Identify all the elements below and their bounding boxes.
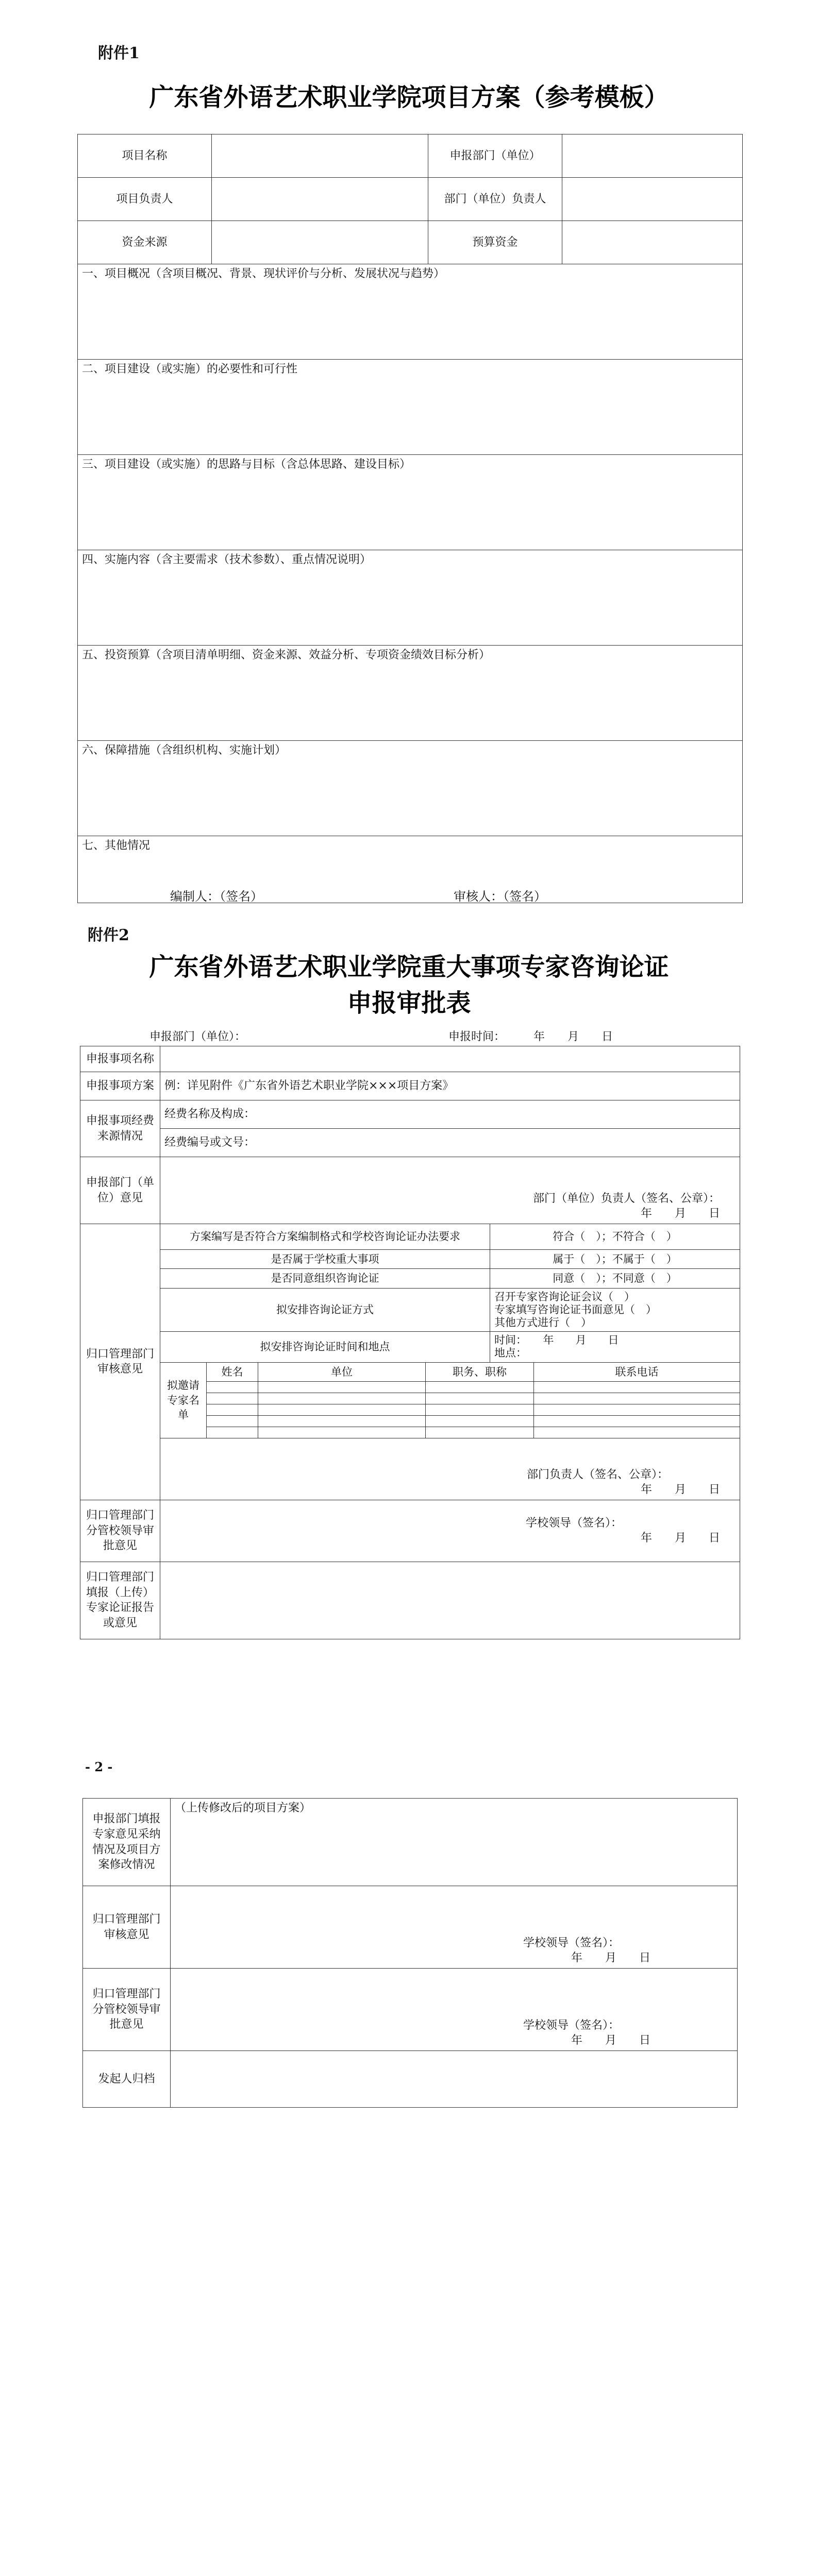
approval-table	[80, 1046, 740, 1639]
fund-number-field[interactable]: 经费编号或文号：	[160, 1129, 740, 1157]
expert-cell[interactable]	[258, 1381, 426, 1393]
audit-label: 归口管理部门审核意见	[80, 1224, 160, 1500]
q-format: 方案编写是否符合方案编制格式和学校咨询论证办法要求	[160, 1224, 490, 1250]
expert-cell[interactable]	[534, 1427, 740, 1438]
q-time-place: 拟安排咨询论证时间和地点	[160, 1332, 490, 1362]
expert-cell[interactable]	[207, 1415, 258, 1427]
q-method: 拟安排咨询论证方式	[160, 1288, 490, 1332]
leader-approval-field[interactable]	[160, 1500, 740, 1562]
expert-cell[interactable]	[534, 1393, 740, 1404]
leader-approval-label: 归口管理部门分管校领导审批意见	[83, 1969, 171, 2051]
q-time-place-answer[interactable]: 时间： 年 月 日 地点：	[490, 1332, 740, 1362]
leader-approval-label: 归口管理部门分管校领导审批意见	[80, 1500, 160, 1562]
q-method-answer[interactable]: 召开专家咨询论证会议（ ） 专家填写咨询论证书面意见（ ） 其他方式进行（ ）	[490, 1288, 740, 1332]
audit-field[interactable]	[171, 1886, 738, 1969]
section-content[interactable]: 四、实施内容（含主要需求（技术参数）、重点情况说明）	[78, 550, 743, 646]
expert-cell[interactable]	[534, 1381, 740, 1393]
expert-col-unit: 单位	[258, 1362, 426, 1381]
section-budget[interactable]: 五、投资预算（含项目清单明细、资金来源、效益分析、专项资金绩效目标分析）	[78, 646, 743, 741]
project-form-table	[77, 134, 743, 903]
q-agree: 是否同意组织咨询论证	[160, 1269, 490, 1288]
fund-source-label: 申报事项经费来源情况	[80, 1100, 160, 1157]
archive-field[interactable]	[171, 2051, 738, 2108]
leader-label: 项目负责人	[78, 178, 212, 221]
expert-cell[interactable]	[207, 1427, 258, 1438]
section-overview[interactable]: 一、项目概况（含项目概况、背景、现状评价与分析、发展状况与趋势）	[78, 264, 743, 360]
page-1	[0, 0, 818, 938]
leader-date-line: 年 月 日	[571, 2034, 650, 2047]
page-title-line2: 申报审批表	[347, 989, 471, 1018]
page-title-line1: 广东省外语艺术职业学院重大事项专家咨询论证	[149, 953, 669, 981]
expert-cell[interactable]	[207, 1393, 258, 1404]
header-dept: 申报部门（单位）：	[149, 1030, 246, 1043]
expert-cell[interactable]	[426, 1381, 534, 1393]
page-title: 广东省外语艺术职业学院项目方案（参考模板）	[149, 83, 669, 112]
expert-cell[interactable]	[534, 1404, 740, 1415]
q-agree-answer[interactable]: 同意（ ）；不同意（ ）	[490, 1269, 740, 1288]
expert-cell[interactable]	[426, 1404, 534, 1415]
project-name-field[interactable]	[212, 134, 428, 178]
adoption-field[interactable]: （上传修改后的项目方案）	[171, 1799, 738, 1886]
item-name-field[interactable]	[160, 1046, 740, 1072]
expert-cell[interactable]	[426, 1415, 534, 1427]
item-name-label: 申报事项名称	[80, 1046, 160, 1072]
continuation-table	[82, 1798, 738, 2108]
audit-signature-line: 部门负责人（签名、公章）：	[527, 1468, 669, 1481]
attachment-label: 附件2	[88, 926, 129, 944]
section-safeguards[interactable]: 六、保障措施（含组织机构、实施计划）	[78, 741, 743, 836]
dept-label: 申报部门（单位）	[428, 134, 562, 178]
dept-leader-label: 部门（单位）负责人	[428, 178, 562, 221]
q-format-answer[interactable]: 符合（ ）；不符合（ ）	[490, 1224, 740, 1250]
expert-cell[interactable]	[207, 1381, 258, 1393]
project-name-label: 项目名称	[78, 134, 212, 178]
dept-signature-line: 部门（单位）负责人（签名、公章）：	[533, 1192, 721, 1205]
q-major-answer[interactable]: 属于（ ）；不属于（ ）	[490, 1250, 740, 1269]
dept-opinion-field[interactable]	[160, 1157, 740, 1224]
fund-source-field[interactable]	[212, 221, 428, 264]
expert-cell[interactable]	[258, 1393, 426, 1404]
adoption-label: 申报部门填报专家意见采纳情况及项目方案修改情况	[83, 1799, 171, 1886]
section-approach[interactable]: 三、项目建设（或实施）的思路与目标（含总体思路、建设目标）	[78, 455, 743, 550]
expert-col-title: 职务、职称	[426, 1362, 534, 1381]
dept-leader-field[interactable]	[562, 178, 743, 221]
page-number: - 2 -	[85, 1759, 113, 1774]
attachment-label: 附件1	[98, 44, 140, 62]
audit-label: 归口管理部门审核意见	[83, 1886, 171, 1969]
report-upload-label: 归口管理部门填报（上传）专家论证报告或意见	[80, 1562, 160, 1639]
section-necessity[interactable]: 二、项目建设（或实施）的必要性和可行性	[78, 360, 743, 455]
fund-source-label: 资金来源	[78, 221, 212, 264]
audit-sign-field[interactable]	[160, 1438, 740, 1500]
fund-name-field[interactable]: 经费名称及构成：	[160, 1100, 740, 1129]
expert-cell[interactable]	[534, 1415, 740, 1427]
report-upload-field[interactable]	[160, 1562, 740, 1639]
page-3	[0, 1798, 818, 2576]
q-major: 是否属于学校重大事项	[160, 1250, 490, 1269]
expert-cell[interactable]	[207, 1404, 258, 1415]
header-time: 申报时间： 年 月 日	[448, 1030, 613, 1043]
section-other[interactable]: 七、其他情况	[78, 836, 743, 903]
school-date-line: 年 月 日	[640, 1532, 721, 1545]
leader-field[interactable]	[212, 178, 428, 221]
expert-cell[interactable]	[258, 1404, 426, 1415]
expert-cell[interactable]	[426, 1393, 534, 1404]
item-plan-field[interactable]: 例：详见附件《广东省外语艺术职业学院×××项目方案》	[160, 1072, 740, 1100]
experts-label: 拟邀请专家名单	[160, 1362, 207, 1438]
school-signature-line: 学校领导（签名）：	[526, 1516, 623, 1530]
archive-label: 发起人归档	[83, 2051, 171, 2108]
dept-opinion-label: 申报部门（单位）意见	[80, 1157, 160, 1224]
budget-label: 预算资金	[428, 221, 562, 264]
audit-date-line: 年 月 日	[640, 1483, 721, 1497]
leader-approval-field[interactable]	[171, 1969, 738, 2051]
compiler-signature: 编制人：（签名）	[170, 889, 263, 904]
item-plan-label: 申报事项方案	[80, 1072, 160, 1100]
school-signature-line: 学校领导（签名）：	[523, 2019, 620, 2032]
reviewer-signature: 审核人：（签名）	[454, 889, 546, 904]
expert-col-phone: 联系电话	[534, 1362, 740, 1381]
expert-cell[interactable]	[258, 1427, 426, 1438]
audit-date-line: 年 月 日	[571, 1952, 650, 1965]
expert-cell[interactable]	[426, 1427, 534, 1438]
school-signature-line: 学校领导（签名）：	[523, 1936, 620, 1950]
budget-field[interactable]	[562, 221, 743, 264]
dept-field[interactable]	[562, 134, 743, 178]
page-2	[0, 922, 818, 1798]
expert-cell[interactable]	[258, 1415, 426, 1427]
dept-date-line: 年 月 日	[640, 1207, 721, 1221]
expert-col-name: 姓名	[207, 1362, 258, 1381]
